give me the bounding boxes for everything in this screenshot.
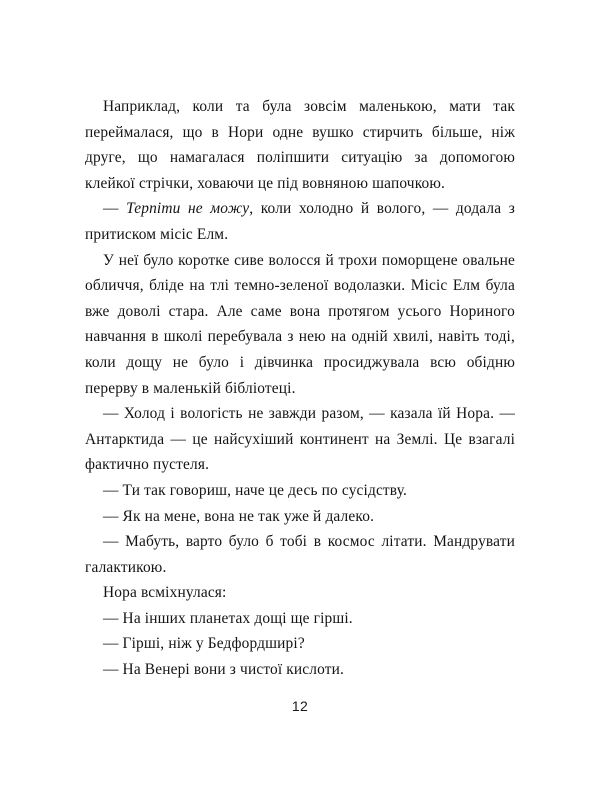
- paragraph-2-rest: , коли холодно й волого, — додала з притиском місіс Елм.: [85, 200, 515, 243]
- italic-phrase: Терпіти не можу: [126, 200, 250, 218]
- paragraph-4: — Холод і вологість не завжди разом, — казала їй Нора. — Антарктида — це найсухіший континент на Землі. Це взагалі фактично пустеля.: [85, 405, 515, 474]
- paragraph-5: — Ти так говориш, наче це десь по сусідству.: [103, 481, 408, 499]
- page-text-block: [85, 94, 515, 683]
- paragraph-9: — На інших планетах дощі ще гірші.: [103, 609, 353, 627]
- paragraph-2: [85, 196, 515, 247]
- page-number: 12: [291, 698, 309, 714]
- paragraph-6: — Як на мене, вона не так уже й далеко.: [103, 507, 375, 525]
- paragraph-10: — Гірші, ніж у Бедфордширі?: [103, 635, 305, 653]
- paragraph-1: Наприклад, коли та була зовсім маленькою, мати так переймалася, що в Нори одне вушко стирчить більше, ніж друге, що намагалася поліпшити ситуацію за допомогою клейкої стрічки, ховаючи це під вовняною шапочкою.: [85, 98, 515, 192]
- paragraph-11: — На Венері вони з чистої кислоти.: [103, 661, 345, 679]
- paragraph-8: Нора всміхнулася:: [103, 584, 227, 602]
- dialogue-dash: —: [103, 200, 127, 218]
- paragraph-7: — Мабуть, варто було б тобі в космос літати. Мандрувати галактикою.: [85, 533, 515, 576]
- paragraph-3: У неї було коротке сиве волосся й трохи поморщене овальне обличчя, бліде на тлі темно-зеленої водолазки. Місіс Елм була вже доволі стара. Але саме вона протягом усього Нориного навчання в школі перебувала з нею на одній хвилі, навіть тоді, коли дощу не було і дівчинка просиджувала всю обідню перерву в маленькій бібліотеці.: [85, 251, 515, 397]
